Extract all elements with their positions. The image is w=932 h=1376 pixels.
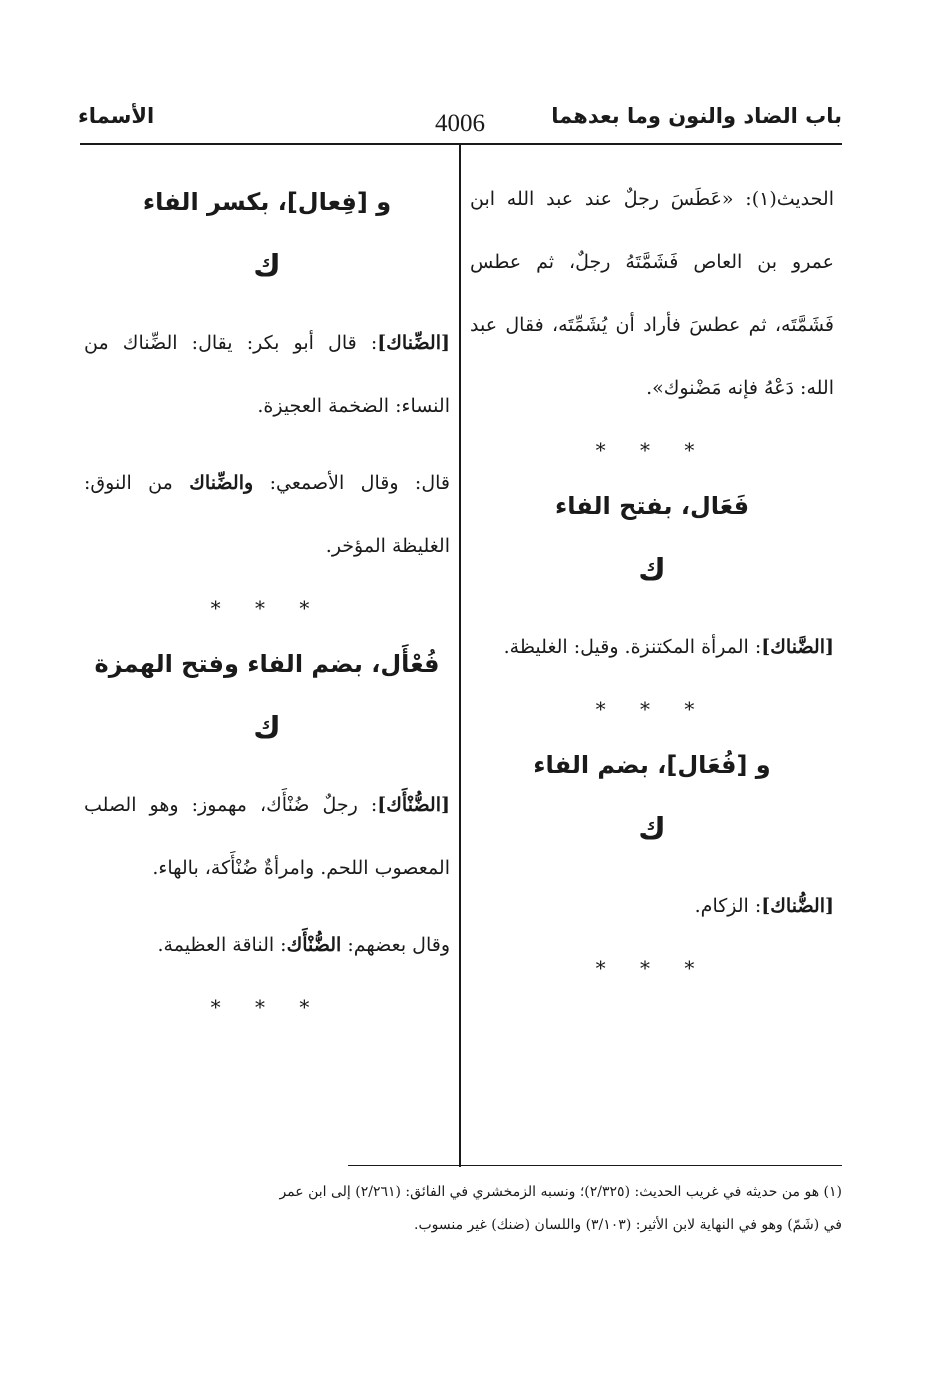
entry-paragraph bbox=[470, 875, 834, 938]
entry-paragraph bbox=[84, 774, 450, 900]
entry-paragraph bbox=[84, 914, 450, 977]
entry-paragraph bbox=[470, 616, 834, 679]
footnote bbox=[80, 1176, 842, 1242]
entry-text: : قال أبو بكر: يقال: الضِّناك من النساء: الضخمة العجيزة. bbox=[84, 332, 450, 417]
lemma: [الضَّناك] bbox=[761, 636, 834, 658]
entry-text: : رجلٌ ضُنْأَك، مهموز: وهو الصلب المعصوب اللحم. وامرأةٌ ضُنْأَكة، بالهاء. bbox=[84, 794, 450, 879]
section-separator: * * * bbox=[210, 995, 324, 1019]
section-separator: * * * bbox=[210, 596, 324, 620]
entry-text: وقال بعضهم: bbox=[341, 934, 450, 956]
section-separator: * * * bbox=[595, 438, 709, 462]
hadith-paragraph: الحديث(١): «عَطَسَ رجلٌ عند عبد الله ابن عمرو بن العاص فَشَمَّتَهُ رجلٌ، ثم عطس فَشَمَّتَه، ثم عطسَ فأراد أن يُشَمِّتَه، فقال عبد الله: دَعْهُ فإنه مَضْنوك». bbox=[470, 188, 834, 399]
footnote-line: (١) هو من حديثه في غريب الحديث: (٢/٣٢٥)؛ ونسبه الزمخشري في الفائق: (٢/٢٦١) إلى ابن عمر bbox=[279, 1184, 842, 1200]
entry-text: : المرأة المكتنزة. وقيل: الغليظة. bbox=[503, 636, 762, 658]
entry-text: من النوق: الغليظة المؤخر. bbox=[84, 472, 450, 557]
lemma: الضُّنْأَك bbox=[286, 934, 342, 956]
lemma: والضِّناك bbox=[189, 472, 254, 494]
section-title: الأسماء bbox=[78, 104, 155, 128]
lemma: [الضُّناك] bbox=[761, 895, 834, 917]
column-divider bbox=[459, 143, 461, 1167]
entry-paragraph bbox=[84, 452, 450, 578]
running-head bbox=[78, 104, 842, 140]
pattern-heading: فَعَال، بفتح الفاء bbox=[554, 492, 750, 520]
left-column bbox=[84, 168, 450, 1041]
footnote-line: في (شَمّ) وهو في النهاية لابن الأثير: (٣/١٠٣) واللسان (ضنك) غير منسوب. bbox=[414, 1217, 842, 1233]
pattern-heading: فُعْأَل، بضم الفاء وفتح الهمزة bbox=[94, 650, 440, 678]
section-separator: * * * bbox=[595, 956, 709, 980]
pattern-heading: و [فُعَال]، بضم الفاء bbox=[533, 751, 771, 779]
root-letter: ك bbox=[253, 249, 281, 284]
footnote-rule bbox=[348, 1165, 842, 1166]
page-number: 4006 bbox=[435, 110, 485, 137]
lemma: [الضُّنْأَك] bbox=[377, 794, 450, 816]
header-rule bbox=[80, 143, 842, 145]
chapter-title: باب الضاد والنون وما بعدهما bbox=[551, 104, 842, 128]
root-letter: ك bbox=[638, 553, 666, 588]
section-separator: * * * bbox=[595, 697, 709, 721]
entry-text: : الزكام. bbox=[694, 895, 762, 917]
entry-text: : الناقة العظيمة. bbox=[157, 934, 287, 956]
pattern-heading: و [فِعال]، بكسر الفاء bbox=[142, 188, 392, 216]
right-column bbox=[470, 168, 834, 1002]
root-letter: ك bbox=[638, 812, 666, 847]
root-letter: ك bbox=[253, 711, 281, 746]
lemma: [الضِّناك] bbox=[377, 332, 450, 354]
entry-text: قال: وقال الأصمعي: bbox=[253, 472, 450, 494]
entry-paragraph bbox=[84, 312, 450, 438]
